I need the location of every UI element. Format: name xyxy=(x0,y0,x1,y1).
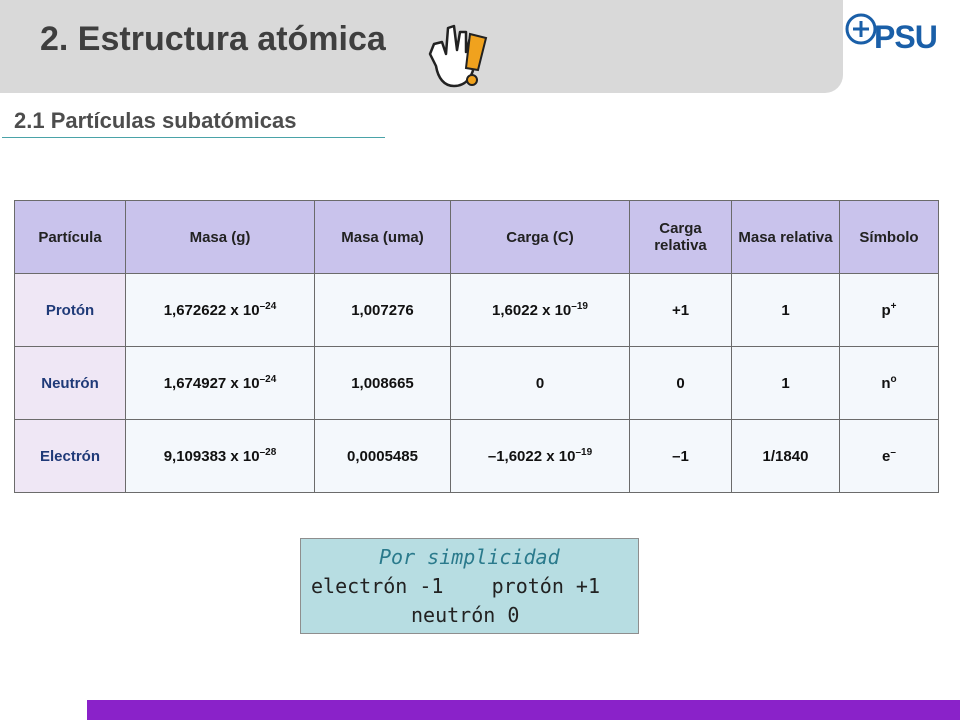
symbol-cell: e– xyxy=(840,420,939,493)
relative-mass-cell: 1 xyxy=(732,347,840,420)
table-row xyxy=(15,274,939,347)
mass-g-cell: 9,109383 x $10^{-28}$ xyxy=(126,420,315,493)
column-header: Masa (g) xyxy=(126,201,315,274)
column-header: Símbolo xyxy=(840,201,939,274)
mass-g-cell: 1,672622 x $10^{-24}$ xyxy=(126,274,315,347)
relative-charge-cell: +1 xyxy=(630,274,732,347)
footer-bar xyxy=(87,700,960,720)
symbol-cell: p+ xyxy=(840,274,939,347)
psu-logo xyxy=(844,6,956,58)
table-header-row xyxy=(15,201,939,274)
relative-charge-cell: 0 xyxy=(630,347,732,420)
particle-name: Neutrón xyxy=(15,347,126,420)
logo-plus-circle-icon xyxy=(844,12,878,46)
mass-uma-cell: 0,0005485 xyxy=(315,420,451,493)
note-charges-line: electrón -1 protón +1 xyxy=(311,574,600,598)
charge-cell: 1,6022 x $10^{-19}$ xyxy=(451,274,630,347)
pointing-hand-warning-icon xyxy=(420,14,500,94)
table-row xyxy=(15,347,939,420)
logo-text: PSU xyxy=(874,19,937,55)
particle-name: Protón xyxy=(15,274,126,347)
relative-mass-cell: 1 xyxy=(732,274,840,347)
column-header: Carga (C) xyxy=(451,201,630,274)
table-row xyxy=(15,420,939,493)
column-header: Masa relativa xyxy=(732,201,840,274)
column-header: Masa (uma) xyxy=(315,201,451,274)
note-title: Por simplicidad xyxy=(379,545,560,569)
symbol-cell: $n^o$ xyxy=(840,347,939,420)
mass-g-cell: 1,674927 x $10^{-24}$ xyxy=(126,347,315,420)
column-header: Partícula xyxy=(15,201,126,274)
particle-name: Electrón xyxy=(15,420,126,493)
page-title: 2. Estructura atómica xyxy=(40,20,386,58)
charge-cell: –1,6022 x $10^{-19}$ xyxy=(451,420,630,493)
subtitle-underline xyxy=(2,137,385,138)
relative-charge-cell: –1 xyxy=(630,420,732,493)
section-subtitle: 2.1 Partículas subatómicas xyxy=(14,108,297,133)
subatomic-particles-table xyxy=(14,200,939,493)
simplicity-note-box xyxy=(300,538,639,634)
relative-mass-cell: 1/1840 xyxy=(732,420,840,493)
note-neutron-line: neutrón 0 xyxy=(411,603,520,627)
mass-uma-cell: 1,007276 xyxy=(315,274,451,347)
mass-uma-cell: 1,008665 xyxy=(315,347,451,420)
column-header: Carga relativa xyxy=(630,201,732,274)
charge-cell: 0 xyxy=(451,347,630,420)
